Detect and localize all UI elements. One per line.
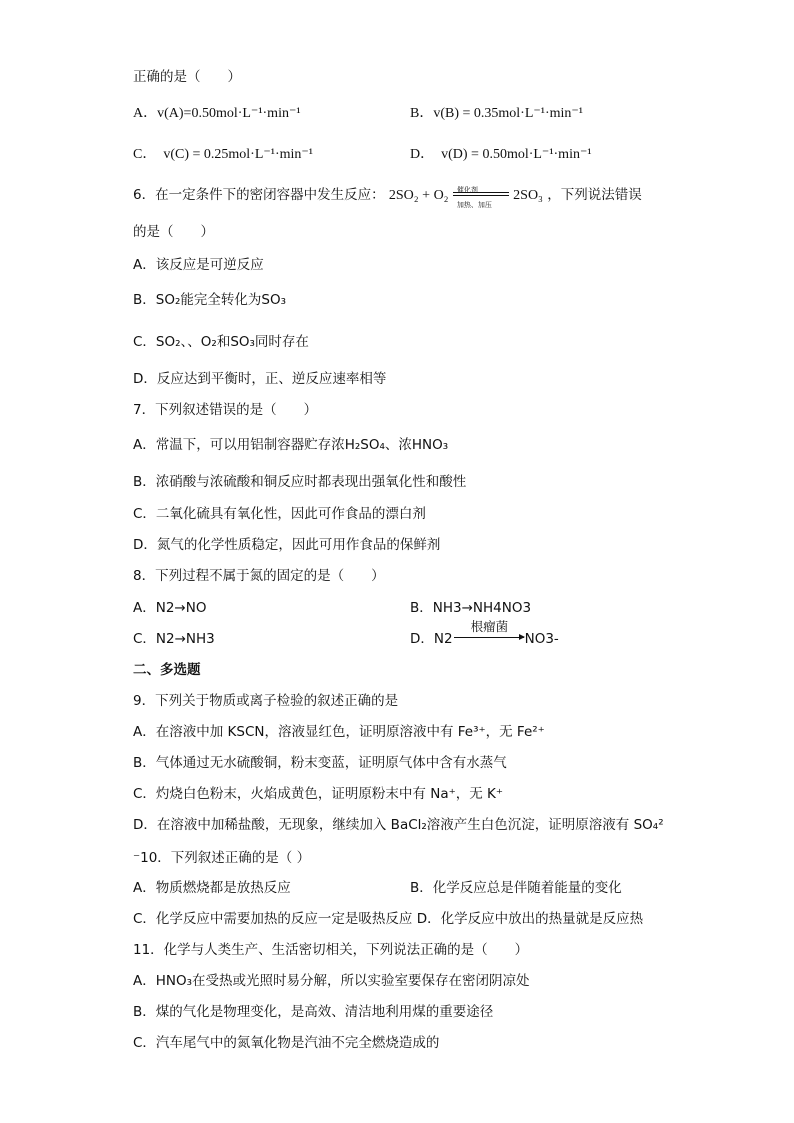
q11-option-b: B．煤的气化是物理变化，是高效、清洁地利用煤的重要途径 <box>133 1004 494 1020</box>
q6-condition-bottom: 加热、加压 <box>456 201 492 209</box>
q11-option-c: C．汽车尾气中的氮氧化物是汽油不完全燃烧造成的 <box>133 1035 440 1051</box>
q5-option-b: B．v(B) = 0.35mol·L⁻¹·min⁻¹ <box>410 106 584 121</box>
q10-stem: ⁻10．下列叙述正确的是（ ） <box>133 850 311 866</box>
labeled-arrow-icon <box>453 619 525 648</box>
q8-option-c: C．N2→NH3 <box>133 631 215 647</box>
q8-d-arrow-label: 根瘤菌 <box>470 619 509 634</box>
q6-stem <box>133 186 642 209</box>
section-heading: 二、多选题 <box>133 662 201 678</box>
q9-option-a: A．在溶液中加 KSCN，溶液显红色，证明原溶液中有 Fe³⁺，无 Fe²⁺ <box>133 724 545 740</box>
q5-stem-end: 正确的是（ ） <box>133 69 241 85</box>
q7-option-d: D．氮气的化学性质稳定，因此可用作食品的保鲜剂 <box>133 537 441 553</box>
q6-reactants: 2SO₂ + O₂ <box>388 188 449 203</box>
q5-option-d: D． v(D) = 0.50mol·L⁻¹·min⁻¹ <box>410 147 592 162</box>
q7-option-b: B．浓硝酸与浓硫酸和铜反应时都表现出强氧化性和酸性 <box>133 474 467 490</box>
q10-option-a: A．物质燃烧都是放热反应 <box>133 880 291 896</box>
q9-stem: 9．下列关于物质或离子检验的叙述正确的是 <box>133 693 399 709</box>
q6-option-b: B．SO₂能完全转化为SO₃ <box>133 292 286 308</box>
reversible-arrow-icon <box>453 186 509 209</box>
q5-option-a: A．v(A)=0.50mol·L⁻¹·min⁻¹ <box>133 106 301 121</box>
q7-option-a: A．常温下，可以用铝制容器贮存浓H₂SO₄、浓HNO₃ <box>133 437 449 453</box>
q8-option-b: B．NH3→NH4NO3 <box>410 600 532 616</box>
q8-d-label: D．N2 <box>410 631 453 647</box>
q6-products: 2SO₃ <box>513 188 543 203</box>
q9-option-c: C．灼烧白色粉末，火焰成黄色，证明原粉末中有 Na⁺，无 K⁺ <box>133 786 503 802</box>
q6-option-c: C．SO₂、、O₂和SO₃同时存在 <box>133 334 309 350</box>
q7-option-c: C．二氧化硫具有氧化性，因此可作食品的漂白剂 <box>133 506 426 522</box>
q5-option-c: C． v(C) = 0.25mol·L⁻¹·min⁻¹ <box>133 147 314 162</box>
q11-option-a: A．HNO₃在受热或光照时易分解，所以实验室要保存在密闭阴凉处 <box>133 973 530 989</box>
q6-stem-end: 的是（ ） <box>133 224 214 240</box>
q6-stem-text: 6．在一定条件下的密闭容器中发生反应： <box>133 187 385 203</box>
q6-condition-top: 催化剂 <box>456 186 478 194</box>
q8-option-a: A．N2→NO <box>133 600 207 616</box>
q10-option-cd: C．化学反应中需要加热的反应一定是吸热反应 D．化学反应中放出的热量就是反应热 <box>133 911 644 927</box>
q6-option-a: A．该反应是可逆反应 <box>133 257 264 273</box>
q8-d-product: NO3- <box>524 631 559 647</box>
q9-option-d: D．在溶液中加稀盐酸，无现象，继续加入 BaCl₂溶液产生白色沉淀，证明原溶液有 SO₄² <box>133 817 664 833</box>
q9-option-b: B．气体通过无水硫酸铜，粉末变蓝，证明原气体中含有水蒸气 <box>133 755 507 771</box>
q6-option-d: D．反应达到平衡时，正、逆反应速率相等 <box>133 371 387 387</box>
q11-stem: 11．化学与人类生产、生活密切相关，下列说法正确的是（ ） <box>133 942 529 958</box>
q8-option-d <box>410 619 559 648</box>
q6-stem-tail: ，下列说法错误 <box>547 187 642 203</box>
q10-option-b: B．化学反应总是伴随着能量的变化 <box>410 880 622 896</box>
q8-stem: 8．下列过程不属于氮的固定的是（ ） <box>133 568 385 584</box>
q7-stem: 7．下列叙述错误的是（ ） <box>133 402 318 418</box>
